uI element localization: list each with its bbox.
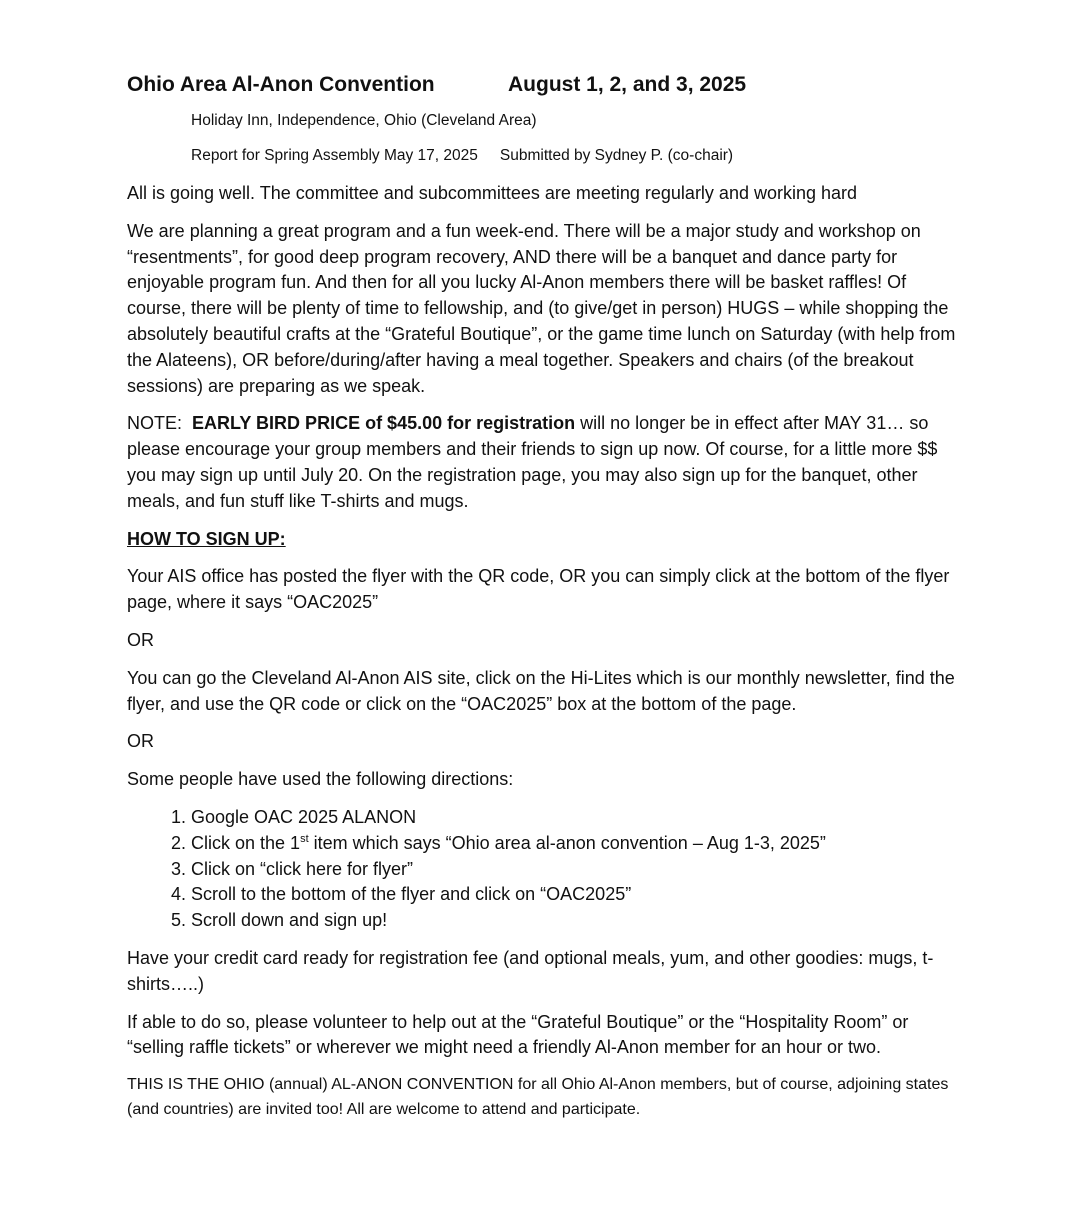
report-line — [191, 146, 957, 166]
direction-step: 1. Google OAC 2025 ALANON — [191, 805, 957, 831]
sign-up-option-2: You can go the Cleveland Al-Anon AIS site, click on the Hi-Lites which is our monthly newsletter, find the flyer, and use the QR code or click on the “OAC2025” box at the bottom of the page. — [127, 667, 955, 714]
note-paragraph — [127, 411, 957, 514]
direction-step: 5. Scroll down and sign up! — [191, 908, 957, 934]
direction-step: 3. Click on “click here for flyer” — [191, 857, 957, 883]
or-separator-1: OR — [127, 629, 154, 650]
document-title: Ohio Area Al-Anon Convention — [127, 73, 435, 96]
sign-up-option-1: Your AIS office has posted the flyer with the QR code, OR you can simply click at the bottom of the flyer page, where it says “OAC2025” — [127, 566, 950, 613]
program-paragraph: We are planning a great program and a fun week-end. There will be a major study and workshop on “resentments”, for good deep program recovery, AND there will be a banquet and dance party for enjoyable program fun. And then for all you lucky Al-Anon members there will be basket raffles! Of course, there will be plenty of time to fellowship, and (to give/get in person) HUGS – while shopping the absolutely beautiful crafts at the “Grateful Boutique”, or the game time lunch on Saturday (with help from the Alateens), OR before/during/after having a meal together. Speakers and chairs (of the breakout sessions) are preparing as we speak. — [127, 220, 956, 396]
credit-card-paragraph: Have your credit card ready for registration fee (and optional meals, yum, and other goodies: mugs, t-shirts…..) — [127, 947, 934, 994]
direction-step: 4. Scroll to the bottom of the flyer and click on “OAC2025” — [191, 882, 957, 908]
submitted-by: Submitted by Sydney P. (co-chair) — [499, 147, 734, 164]
or-separator-2: OR — [127, 731, 154, 752]
directions-intro: Some people have used the following directions: — [127, 769, 514, 790]
intro-paragraph: All is going well. The committee and subcommittees are meeting regularly and working hard — [127, 183, 858, 203]
direction-step: 2. Click on the 1st item which says “Ohio area al-anon convention – Aug 1-3, 2025” — [191, 831, 957, 857]
volunteer-paragraph: If able to do so, please volunteer to help out at the “Grateful Boutique” or the “Hospitality Room” or “selling raffle tickets” or wherever we might need a friendly Al-Anon member for an hour or two. — [127, 1011, 909, 1058]
document-title-row — [127, 70, 957, 100]
report-title: Report for Spring Assembly May 17, 2025 — [191, 147, 478, 164]
document-page — [127, 70, 957, 1134]
early-bird-price: EARLY BIRD PRICE of $45.00 for registration — [192, 413, 576, 434]
directions-list — [127, 805, 957, 934]
convention-dates: August 1, 2, and 3, 2025 — [508, 73, 747, 96]
note-label: NOTE: — [127, 413, 183, 434]
note-text: will no longer be in effect after MAY 31… so please encourage your group members and their friends to sign up now. Of course, for a little more $$ you may sign up until July 20. On the registration page, you may also sign up for the banquet, other meals, and fun stuff like T-shirts and mugs. — [127, 413, 938, 511]
closing-paragraph: THIS IS THE OHIO (annual) AL-ANON CONVENTION for all Ohio Al-Anon members, but of course, adjoining states (and countries) are invited too! All are welcome to attend and participate. — [127, 1076, 949, 1118]
venue-line: Holiday Inn, Independence, Ohio (Cleveland Area) — [191, 112, 537, 129]
how-to-sign-up-heading: HOW TO SIGN UP: — [127, 528, 286, 549]
